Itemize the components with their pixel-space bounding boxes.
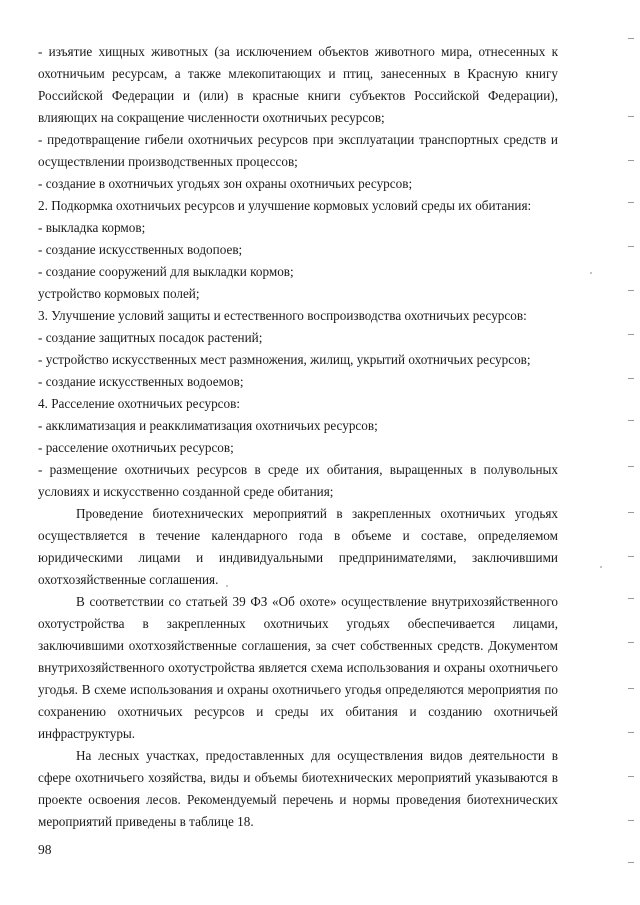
scan-mark [628,290,634,291]
scan-dot [600,566,602,568]
list-item: - устройство искусственных мест размножения, жилищ, укрытий охотничьих ресурсов; [38,352,531,367]
scan-mark [628,732,634,733]
scan-dot [226,585,228,587]
list-item-protection-zones: - создание в охотничьих угодьях зон охраны охотничьих ресурсов; [38,176,413,191]
scan-mark [628,202,634,203]
scan-mark [628,466,634,467]
scan-mark [628,160,634,161]
section-heading-protection: 3. Улучшение условий защиты и естественного воспроизводства охотничьих ресурсов: [38,308,527,323]
list-item: - размещение охотничьих ресурсов в среде их обитания, выращенных в полувольных условиях и искусственно созданной среде обитания; [38,462,558,499]
scan-mark [628,334,634,335]
scan-mark [628,820,634,821]
scan-mark [628,246,634,247]
paragraph-hunting-law: В соответствии со статьей 39 ФЗ «Об охоте» осуществление внутрихозяйственного охотустройства в закрепленных охотничьих угодьях обеспечивается лицами, заключившими охотхозяйственные соглашения, за счет собственных средств. Документом внутрихозяйственного охотустройства является схема использования и охраны охотничьего угодья. В схеме использования и охраны охотничьего угодья определяются мероприятия по сохранению охотничьих ресурсов и среды их обитания и созданию охотничьей инфраструктуры. [38,594,558,741]
scan-dot [590,272,592,274]
scan-mark [628,776,634,777]
scan-mark [628,420,634,421]
list-item: - расселение охотничьих ресурсов; [38,440,234,455]
scan-mark [628,642,634,643]
scan-mark [628,598,634,599]
scan-mark [628,512,634,513]
scan-mark [628,38,634,39]
list-item-prevent-deaths: - предотвращение гибели охотничьих ресурсов при эксплуатации транспортных средств и осуществлении производственных процессов; [38,132,558,169]
list-item: - создание защитных посадок растений; [38,330,263,345]
scan-mark [628,862,634,863]
page-number: 98 [38,842,52,857]
scan-mark [628,556,634,557]
list-item: устройство кормовых полей; [38,286,200,301]
list-item: - выкладка кормов; [38,220,146,235]
section-heading-feeding: 2. Подкормка охотничьих ресурсов и улучшение кормовых условий среды их обитания: [38,198,532,213]
list-item: - создание искусственных водоемов; [38,374,244,389]
list-item: - создание сооружений для выкладки кормов; [38,264,294,279]
paragraph-forest-plots: На лесных участках, предоставленных для осуществления видов деятельности в сфере охотничьего хозяйства, виды и объемы биотехнических мероприятий указываются в проекте освоения лесов. Рекомендуемый перечень и нормы проведения биотехнических мероприятий приведены в таблице 18. [38,748,558,829]
scan-mark [628,116,634,117]
list-item: - создание искусственных водопоев; [38,242,243,257]
paragraph-biotech-measures: Проведение биотехнических мероприятий в закрепленных охотничьих угодьях осуществляется в течение календарного года в объеме и составе, определяемом юридическими лицами и индивидуальными предпринимателями, заключившими охотхозяйственные соглашения. [38,506,558,587]
list-item-predator-removal: - изъятие хищных животных (за исключением объектов животного мира, отнесенных к охотничьим ресурсам, а также млекопитающих и птиц, занесенных в Красную книгу Российской Федерации и (или) в красные книги субъектов Российской Федерации), влияющих на сокращение численности охотничьих ресурсов; [38,44,558,125]
list-item: - акклиматизация и реакклиматизация охотничьих ресурсов; [38,418,378,433]
scan-mark [628,688,634,689]
section-heading-relocation: 4. Расселение охотничьих ресурсов: [38,396,241,411]
page-body [38,41,558,833]
scan-mark [628,378,634,379]
